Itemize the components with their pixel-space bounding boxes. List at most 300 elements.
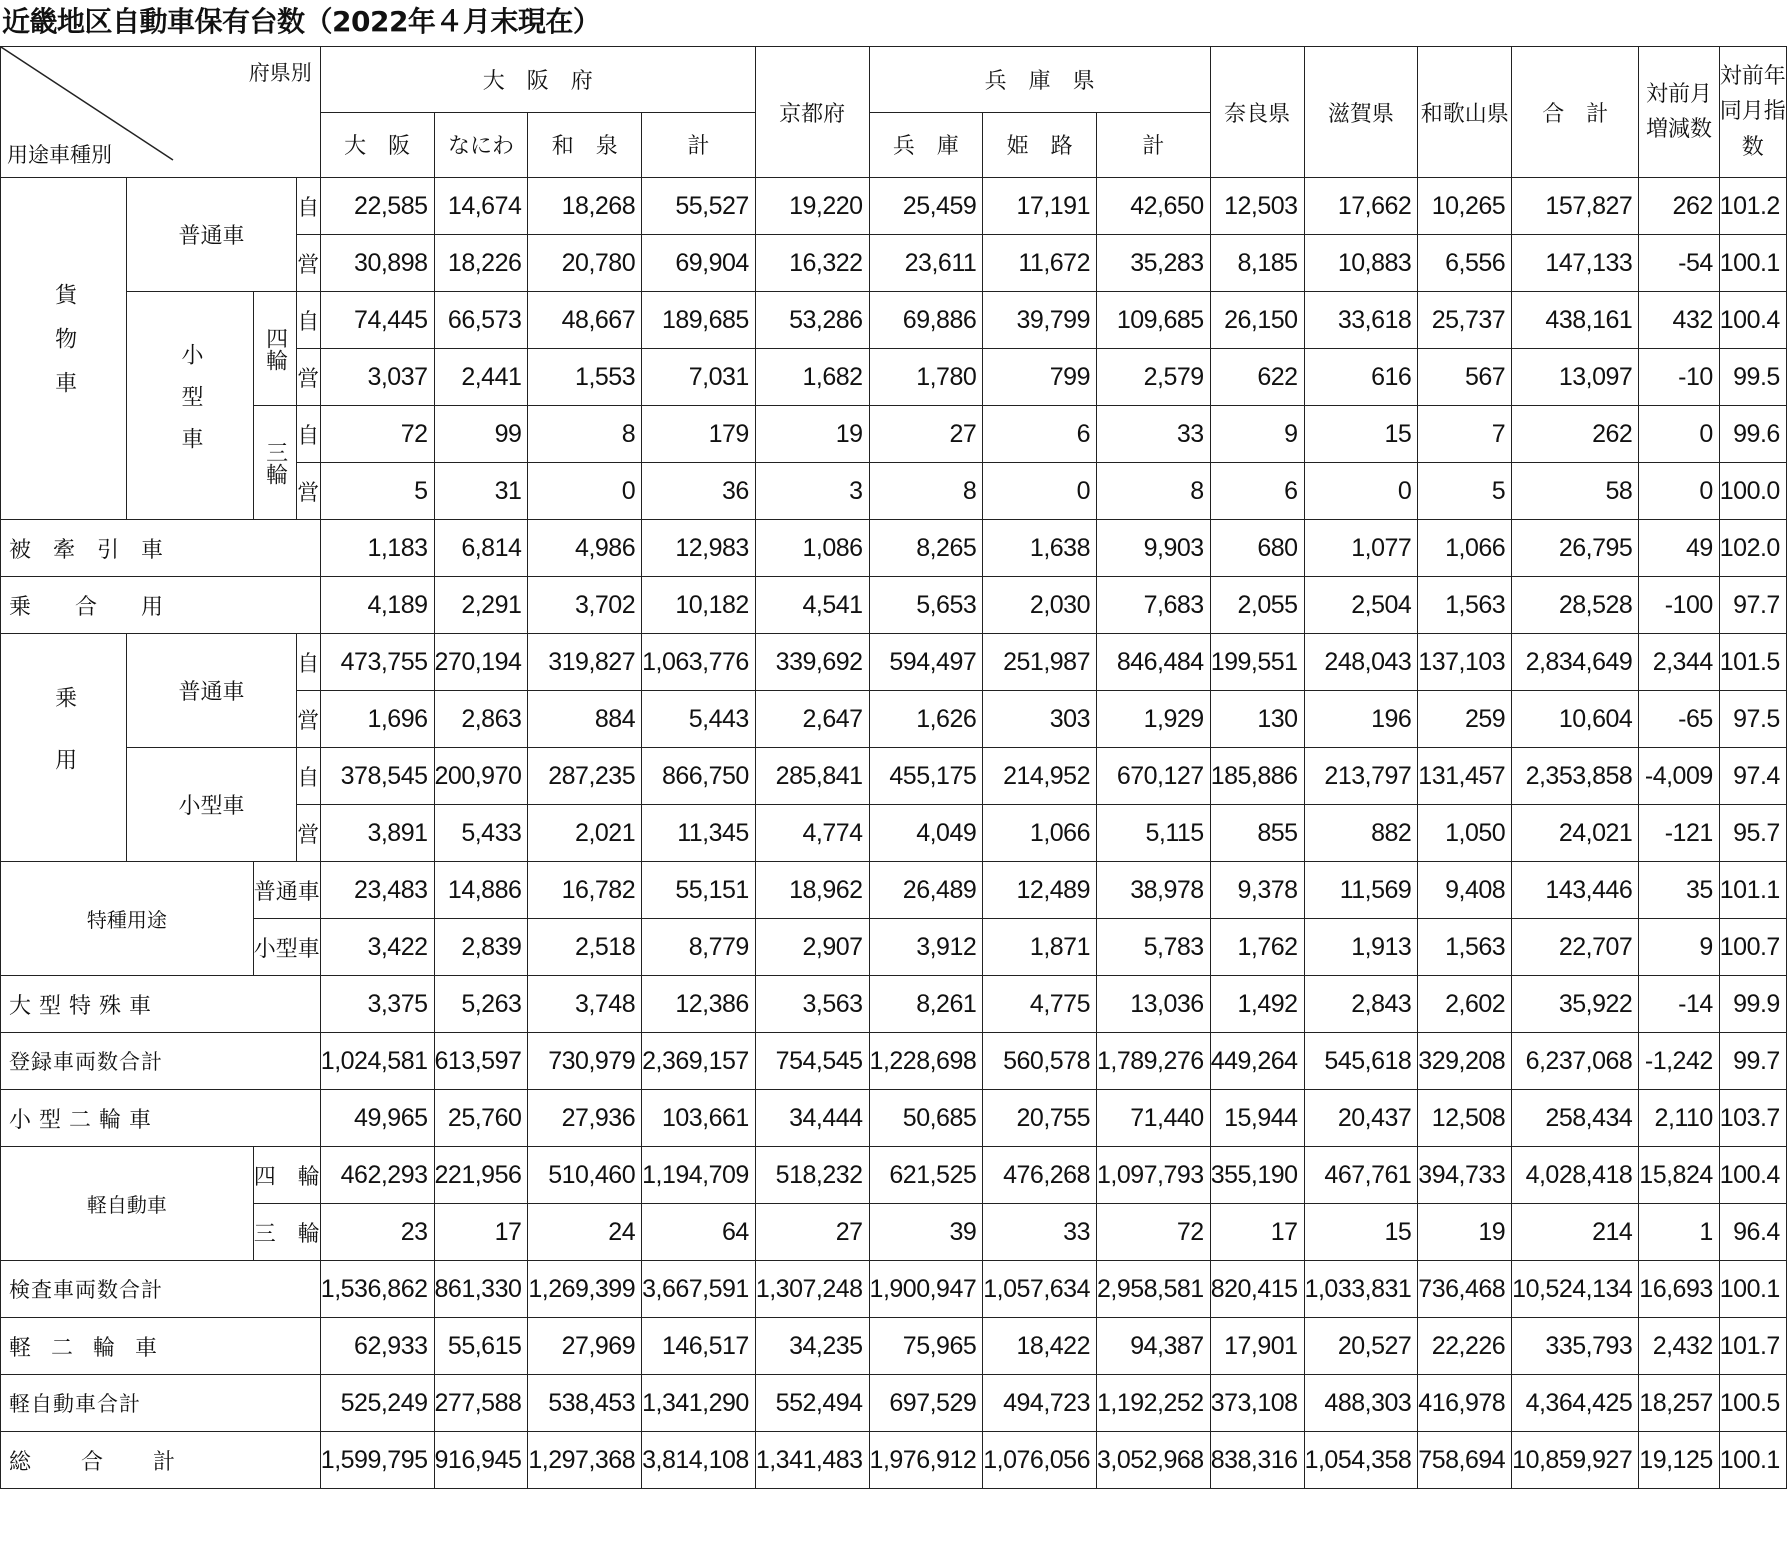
table-row <box>1 1318 1787 1375</box>
cell-mom-change: 2,110 <box>1639 1090 1719 1147</box>
hyogo-sub-hyogo: 兵 庫 <box>869 112 983 178</box>
cell-total: 24,021 <box>1512 805 1639 862</box>
prefecture-axis-label: 府県別 <box>248 61 312 85</box>
private-label: 自 <box>296 406 320 463</box>
cell-wakayama: 137,103 <box>1418 634 1512 691</box>
cell-osaka-total: 5,443 <box>642 691 756 748</box>
cell-osaka-total: 55,527 <box>642 178 756 235</box>
cell-izumi: 730,979 <box>528 1033 642 1090</box>
usage-axis-label: 用途車種別 <box>7 143 112 167</box>
cell-wakayama: 10,265 <box>1418 178 1512 235</box>
cell-osaka-total: 10,182 <box>642 577 756 634</box>
cell-mom-change: 35 <box>1639 862 1719 919</box>
cell-wakayama: 131,457 <box>1418 748 1512 805</box>
cell-hyogo: 5,653 <box>869 577 983 634</box>
cell-hyogo: 25,459 <box>869 178 983 235</box>
cell-kyoto: 16,322 <box>755 235 869 292</box>
cell-wakayama: 6,556 <box>1418 235 1512 292</box>
table-row <box>1 862 1787 919</box>
light-four-wheel-label: 四 輪 <box>253 1147 320 1204</box>
cell-shiga: 2,504 <box>1304 577 1418 634</box>
cell-shiga: 616 <box>1304 349 1418 406</box>
cell-hyogo-total: 1,192,252 <box>1096 1375 1210 1432</box>
cell-nara: 199,551 <box>1210 634 1304 691</box>
cell-yoy-index: 101.7 <box>1719 1318 1786 1375</box>
cell-mom-change: 1 <box>1639 1204 1719 1261</box>
cell-hyogo: 1,976,912 <box>869 1432 983 1489</box>
commercial-label: 営 <box>296 463 320 520</box>
cell-mom-change: 16,693 <box>1639 1261 1719 1318</box>
cell-wakayama: 22,226 <box>1418 1318 1512 1375</box>
cell-nara: 1,762 <box>1210 919 1304 976</box>
cell-hyogo-total: 13,036 <box>1096 976 1210 1033</box>
cell-nara: 8,185 <box>1210 235 1304 292</box>
commercial-label: 営 <box>296 805 320 862</box>
cargo-regular-label: 普通車 <box>127 178 296 292</box>
table-row <box>1 1033 1787 1090</box>
cell-hyogo: 1,626 <box>869 691 983 748</box>
small-two-wheel-label: 小型二輪車 <box>1 1090 321 1147</box>
cell-hyogo-total: 3,052,968 <box>1096 1432 1210 1489</box>
osaka-sub-naniwa: なにわ <box>434 112 528 178</box>
cell-total: 335,793 <box>1512 1318 1639 1375</box>
cell-yoy-index: 99.5 <box>1719 349 1786 406</box>
cargo-small-label: 小型車 <box>127 292 253 520</box>
cell-hyogo: 75,965 <box>869 1318 983 1375</box>
cell-hyogo-total: 35,283 <box>1096 235 1210 292</box>
cell-himeji: 2,030 <box>983 577 1097 634</box>
cell-total: 4,028,418 <box>1512 1147 1639 1204</box>
cell-yoy-index: 101.2 <box>1719 178 1786 235</box>
table-row <box>1 178 1787 235</box>
cell-osaka: 3,891 <box>320 805 434 862</box>
cell-hyogo-total: 2,579 <box>1096 349 1210 406</box>
cell-yoy-index: 101.1 <box>1719 862 1786 919</box>
cell-mom-change: -10 <box>1639 349 1719 406</box>
table-row <box>1 577 1787 634</box>
cell-nara: 9,378 <box>1210 862 1304 919</box>
cell-nara: 838,316 <box>1210 1432 1304 1489</box>
cell-himeji: 33 <box>983 1204 1097 1261</box>
cell-wakayama: 12,508 <box>1418 1090 1512 1147</box>
cell-total: 22,707 <box>1512 919 1639 976</box>
cell-total: 28,528 <box>1512 577 1639 634</box>
cell-shiga: 11,569 <box>1304 862 1418 919</box>
cell-hyogo: 26,489 <box>869 862 983 919</box>
wakayama-header: 和歌山県 <box>1418 47 1512 178</box>
cell-kyoto: 34,235 <box>755 1318 869 1375</box>
cell-shiga: 10,883 <box>1304 235 1418 292</box>
cell-shiga: 1,033,831 <box>1304 1261 1418 1318</box>
cell-osaka: 378,545 <box>320 748 434 805</box>
cell-hyogo: 69,886 <box>869 292 983 349</box>
cell-izumi: 27,969 <box>528 1318 642 1375</box>
cell-osaka: 525,249 <box>320 1375 434 1432</box>
cell-shiga: 882 <box>1304 805 1418 862</box>
light-three-wheel-label: 三 輪 <box>253 1204 320 1261</box>
cell-mom-change: 9 <box>1639 919 1719 976</box>
cell-osaka-total: 11,345 <box>642 805 756 862</box>
cell-naniwa: 277,588 <box>434 1375 528 1432</box>
cell-wakayama: 1,050 <box>1418 805 1512 862</box>
cell-yoy-index: 102.0 <box>1719 520 1786 577</box>
cell-izumi: 48,667 <box>528 292 642 349</box>
cell-naniwa: 2,863 <box>434 691 528 748</box>
cell-yoy-index: 100.1 <box>1719 1432 1786 1489</box>
cell-nara: 355,190 <box>1210 1147 1304 1204</box>
cell-nara: 820,415 <box>1210 1261 1304 1318</box>
total-header: 合 計 <box>1512 47 1639 178</box>
cell-total: 147,133 <box>1512 235 1639 292</box>
cell-himeji: 560,578 <box>983 1033 1097 1090</box>
cell-yoy-index: 100.1 <box>1719 1261 1786 1318</box>
cell-nara: 15,944 <box>1210 1090 1304 1147</box>
cell-osaka: 1,536,862 <box>320 1261 434 1318</box>
cell-osaka: 1,183 <box>320 520 434 577</box>
cell-naniwa: 17 <box>434 1204 528 1261</box>
cell-nara: 12,503 <box>1210 178 1304 235</box>
cell-total: 10,604 <box>1512 691 1639 748</box>
cell-naniwa: 5,433 <box>434 805 528 862</box>
cell-total: 438,161 <box>1512 292 1639 349</box>
cell-osaka-total: 1,194,709 <box>642 1147 756 1204</box>
cell-himeji: 11,672 <box>983 235 1097 292</box>
cell-himeji: 1,076,056 <box>983 1432 1097 1489</box>
osaka-sub-total: 計 <box>642 112 756 178</box>
cell-izumi: 20,780 <box>528 235 642 292</box>
cell-total: 26,795 <box>1512 520 1639 577</box>
cell-kyoto: 2,907 <box>755 919 869 976</box>
cell-mom-change: -121 <box>1639 805 1719 862</box>
cell-hyogo: 4,049 <box>869 805 983 862</box>
cell-osaka: 49,965 <box>320 1090 434 1147</box>
cell-naniwa: 5,263 <box>434 976 528 1033</box>
cell-osaka-total: 189,685 <box>642 292 756 349</box>
cell-nara: 17,901 <box>1210 1318 1304 1375</box>
cell-himeji: 1,057,634 <box>983 1261 1097 1318</box>
cell-hyogo-total: 33 <box>1096 406 1210 463</box>
cell-izumi: 1,297,368 <box>528 1432 642 1489</box>
cell-wakayama: 259 <box>1418 691 1512 748</box>
shiga-header: 滋賀県 <box>1304 47 1418 178</box>
cell-yoy-index: 100.4 <box>1719 1147 1786 1204</box>
table-row <box>1 976 1787 1033</box>
cell-mom-change: 49 <box>1639 520 1719 577</box>
cell-himeji: 18,422 <box>983 1318 1097 1375</box>
kyoto-header: 京都府 <box>755 47 869 178</box>
cell-izumi: 2,021 <box>528 805 642 862</box>
cell-shiga: 20,437 <box>1304 1090 1418 1147</box>
cell-kyoto: 1,307,248 <box>755 1261 869 1318</box>
cell-himeji: 1,871 <box>983 919 1097 976</box>
cell-mom-change: -14 <box>1639 976 1719 1033</box>
osaka-group-header: 大 阪 府 <box>320 47 755 113</box>
cell-shiga: 488,303 <box>1304 1375 1418 1432</box>
cell-shiga: 196 <box>1304 691 1418 748</box>
cell-osaka: 4,189 <box>320 577 434 634</box>
table-row <box>1 520 1787 577</box>
table-row <box>1 1261 1787 1318</box>
cell-hyogo-total: 846,484 <box>1096 634 1210 691</box>
cell-yoy-index: 99.7 <box>1719 1033 1786 1090</box>
cell-mom-change: 2,344 <box>1639 634 1719 691</box>
light-two-wheel-label: 軽二輪車 <box>1 1318 321 1375</box>
cell-kyoto: 53,286 <box>755 292 869 349</box>
cell-wakayama: 2,602 <box>1418 976 1512 1033</box>
cell-osaka-total: 12,983 <box>642 520 756 577</box>
cell-kyoto: 552,494 <box>755 1375 869 1432</box>
cell-hyogo: 594,497 <box>869 634 983 691</box>
cell-kyoto: 19,220 <box>755 178 869 235</box>
special-regular-label: 普通車 <box>253 862 320 919</box>
cell-himeji: 39,799 <box>983 292 1097 349</box>
passenger-group-label: 乗用 <box>1 634 127 862</box>
cell-total: 35,922 <box>1512 976 1639 1033</box>
cell-osaka: 3,375 <box>320 976 434 1033</box>
cell-himeji: 214,952 <box>983 748 1097 805</box>
cell-izumi: 538,453 <box>528 1375 642 1432</box>
cell-osaka-total: 64 <box>642 1204 756 1261</box>
cell-osaka-total: 179 <box>642 406 756 463</box>
cell-osaka-total: 8,779 <box>642 919 756 976</box>
cell-himeji: 799 <box>983 349 1097 406</box>
private-label: 自 <box>296 634 320 691</box>
table-row <box>1 292 1787 349</box>
cell-total: 58 <box>1512 463 1639 520</box>
cell-izumi: 27,936 <box>528 1090 642 1147</box>
cell-naniwa: 6,814 <box>434 520 528 577</box>
table-row <box>1 1432 1787 1489</box>
cell-yoy-index: 103.7 <box>1719 1090 1786 1147</box>
cell-naniwa: 31 <box>434 463 528 520</box>
cell-yoy-index: 96.4 <box>1719 1204 1786 1261</box>
private-label: 自 <box>296 178 320 235</box>
table-row <box>1 1204 1787 1261</box>
cell-yoy-index: 100.0 <box>1719 463 1786 520</box>
cell-osaka: 1,024,581 <box>320 1033 434 1090</box>
table-row <box>1 406 1787 463</box>
cell-izumi: 18,268 <box>528 178 642 235</box>
cell-osaka-total: 2,369,157 <box>642 1033 756 1090</box>
cell-kyoto: 3,563 <box>755 976 869 1033</box>
cell-kyoto: 1,341,483 <box>755 1432 869 1489</box>
cell-himeji: 494,723 <box>983 1375 1097 1432</box>
table-row <box>1 748 1787 805</box>
cell-mom-change: 15,824 <box>1639 1147 1719 1204</box>
cell-total: 2,834,649 <box>1512 634 1639 691</box>
light-total-label: 軽自動車合計 <box>1 1375 321 1432</box>
cell-himeji: 1,066 <box>983 805 1097 862</box>
cell-osaka: 5 <box>320 463 434 520</box>
cell-izumi: 1,553 <box>528 349 642 406</box>
cell-osaka: 22,585 <box>320 178 434 235</box>
cell-shiga: 1,054,358 <box>1304 1432 1418 1489</box>
cell-himeji: 1,638 <box>983 520 1097 577</box>
cell-hyogo-total: 5,115 <box>1096 805 1210 862</box>
corner-header-cell <box>1 47 321 178</box>
cell-himeji: 476,268 <box>983 1147 1097 1204</box>
cell-total: 262 <box>1512 406 1639 463</box>
cell-wakayama: 416,978 <box>1418 1375 1512 1432</box>
cell-hyogo-total: 5,783 <box>1096 919 1210 976</box>
cell-nara: 2,055 <box>1210 577 1304 634</box>
cell-izumi: 2,518 <box>528 919 642 976</box>
cell-osaka: 74,445 <box>320 292 434 349</box>
table-row <box>1 634 1787 691</box>
special-purpose-label: 特種用途 <box>1 862 254 976</box>
cell-wakayama: 19 <box>1418 1204 1512 1261</box>
cell-hyogo-total: 1,097,793 <box>1096 1147 1210 1204</box>
commercial-label: 営 <box>296 349 320 406</box>
cell-hyogo-total: 94,387 <box>1096 1318 1210 1375</box>
cell-himeji: 0 <box>983 463 1097 520</box>
cell-osaka: 473,755 <box>320 634 434 691</box>
special-small-label: 小型車 <box>253 919 320 976</box>
cell-shiga: 545,618 <box>1304 1033 1418 1090</box>
cell-naniwa: 2,291 <box>434 577 528 634</box>
cell-wakayama: 5 <box>1418 463 1512 520</box>
cell-shiga: 17,662 <box>1304 178 1418 235</box>
cell-osaka-total: 12,386 <box>642 976 756 1033</box>
cell-shiga: 2,843 <box>1304 976 1418 1033</box>
cell-yoy-index: 101.5 <box>1719 634 1786 691</box>
cell-naniwa: 270,194 <box>434 634 528 691</box>
cell-total: 143,446 <box>1512 862 1639 919</box>
cell-shiga: 467,761 <box>1304 1147 1418 1204</box>
cell-yoy-index: 97.4 <box>1719 748 1786 805</box>
cell-mom-change: -54 <box>1639 235 1719 292</box>
cell-naniwa: 861,330 <box>434 1261 528 1318</box>
cell-mom-change: 262 <box>1639 178 1719 235</box>
cell-hyogo: 3,912 <box>869 919 983 976</box>
cell-osaka: 30,898 <box>320 235 434 292</box>
cell-nara: 6 <box>1210 463 1304 520</box>
cell-naniwa: 916,945 <box>434 1432 528 1489</box>
cell-wakayama: 9,408 <box>1418 862 1512 919</box>
cell-mom-change: 2,432 <box>1639 1318 1719 1375</box>
cell-naniwa: 66,573 <box>434 292 528 349</box>
cell-osaka: 1,696 <box>320 691 434 748</box>
cell-total: 10,859,927 <box>1512 1432 1639 1489</box>
cell-osaka-total: 36 <box>642 463 756 520</box>
cell-wakayama: 1,066 <box>1418 520 1512 577</box>
cell-nara: 26,150 <box>1210 292 1304 349</box>
table-title: 近畿地区自動車保有台数（2022年４月末現在） <box>2 5 601 38</box>
osaka-sub-osaka: 大 阪 <box>320 112 434 178</box>
cell-hyogo: 23,611 <box>869 235 983 292</box>
cell-mom-change: -65 <box>1639 691 1719 748</box>
cell-wakayama: 758,694 <box>1418 1432 1512 1489</box>
table-row <box>1 919 1787 976</box>
cell-naniwa: 2,839 <box>434 919 528 976</box>
cell-shiga: 33,618 <box>1304 292 1418 349</box>
cell-nara: 373,108 <box>1210 1375 1304 1432</box>
cell-izumi: 4,986 <box>528 520 642 577</box>
cell-mom-change: 432 <box>1639 292 1719 349</box>
cell-naniwa: 14,886 <box>434 862 528 919</box>
cell-hyogo: 8,265 <box>869 520 983 577</box>
cell-izumi: 16,782 <box>528 862 642 919</box>
cell-hyogo-total: 1,789,276 <box>1096 1033 1210 1090</box>
cell-yoy-index: 95.7 <box>1719 805 1786 862</box>
cell-hyogo: 1,228,698 <box>869 1033 983 1090</box>
cell-kyoto: 27 <box>755 1204 869 1261</box>
cell-naniwa: 25,760 <box>434 1090 528 1147</box>
cell-yoy-index: 100.1 <box>1719 235 1786 292</box>
cell-nara: 622 <box>1210 349 1304 406</box>
cell-shiga: 213,797 <box>1304 748 1418 805</box>
cell-izumi: 287,235 <box>528 748 642 805</box>
cell-himeji: 17,191 <box>983 178 1097 235</box>
yoy-index-header: 対前年 同月指数 <box>1719 47 1786 178</box>
cell-kyoto: 4,774 <box>755 805 869 862</box>
light-vehicle-label: 軽自動車 <box>1 1147 254 1261</box>
table-row <box>1 1147 1787 1204</box>
cell-total: 157,827 <box>1512 178 1639 235</box>
cell-shiga: 1,077 <box>1304 520 1418 577</box>
cell-kyoto: 4,541 <box>755 577 869 634</box>
hyogo-group-header: 兵 庫 県 <box>869 47 1210 113</box>
cell-mom-change: 0 <box>1639 406 1719 463</box>
cell-hyogo: 50,685 <box>869 1090 983 1147</box>
cell-osaka-total: 55,151 <box>642 862 756 919</box>
osaka-sub-izumi: 和 泉 <box>528 112 642 178</box>
cell-osaka: 23 <box>320 1204 434 1261</box>
cell-himeji: 6 <box>983 406 1097 463</box>
registered-total-label: 登録車両数合計 <box>1 1033 321 1090</box>
cell-wakayama: 1,563 <box>1418 577 1512 634</box>
cell-mom-change: 18,257 <box>1639 1375 1719 1432</box>
cell-hyogo-total: 7,683 <box>1096 577 1210 634</box>
cell-total: 13,097 <box>1512 349 1639 406</box>
grand-total-label: 総 合 計 <box>1 1432 321 1489</box>
cargo-group-label: 貨物車 <box>1 178 127 520</box>
cell-wakayama: 329,208 <box>1418 1033 1512 1090</box>
table-row <box>1 1375 1787 1432</box>
cell-shiga: 1,913 <box>1304 919 1418 976</box>
cell-hyogo: 697,529 <box>869 1375 983 1432</box>
cell-mom-change: -4,009 <box>1639 748 1719 805</box>
cell-kyoto: 2,647 <box>755 691 869 748</box>
private-label: 自 <box>296 748 320 805</box>
cell-nara: 1,492 <box>1210 976 1304 1033</box>
table-row <box>1 1090 1787 1147</box>
cell-kyoto: 34,444 <box>755 1090 869 1147</box>
cell-shiga: 15 <box>1304 406 1418 463</box>
cell-shiga: 15 <box>1304 1204 1418 1261</box>
cell-total: 214 <box>1512 1204 1639 1261</box>
cell-wakayama: 7 <box>1418 406 1512 463</box>
cell-wakayama: 394,733 <box>1418 1147 1512 1204</box>
cell-osaka-total: 146,517 <box>642 1318 756 1375</box>
cell-naniwa: 99 <box>434 406 528 463</box>
cell-yoy-index: 99.6 <box>1719 406 1786 463</box>
cell-naniwa: 2,441 <box>434 349 528 406</box>
cell-osaka: 3,037 <box>320 349 434 406</box>
cell-nara: 680 <box>1210 520 1304 577</box>
cell-izumi: 884 <box>528 691 642 748</box>
cell-osaka-total: 1,063,776 <box>642 634 756 691</box>
cell-naniwa: 613,597 <box>434 1033 528 1090</box>
cell-wakayama: 25,737 <box>1418 292 1512 349</box>
cell-naniwa: 14,674 <box>434 178 528 235</box>
commercial-label: 営 <box>296 691 320 748</box>
cell-total: 4,364,425 <box>1512 1375 1639 1432</box>
nara-header: 奈良県 <box>1210 47 1304 178</box>
cell-kyoto: 285,841 <box>755 748 869 805</box>
cell-kyoto: 18,962 <box>755 862 869 919</box>
cell-hyogo-total: 9,903 <box>1096 520 1210 577</box>
